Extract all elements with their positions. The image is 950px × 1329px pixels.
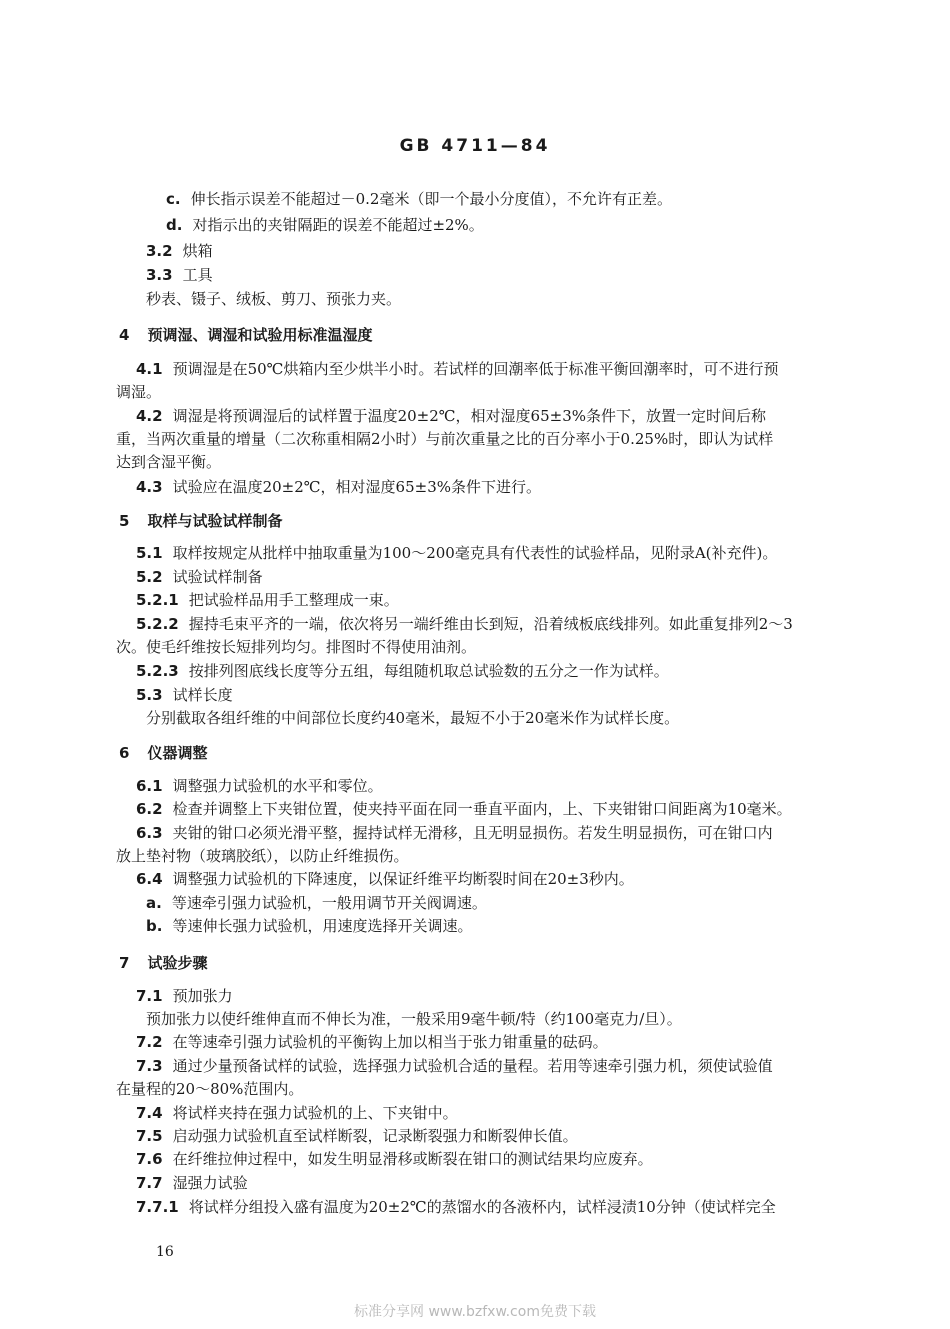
clause-text: 试验应在温度20±2℃，相对湿度65±3%条件下进行。 (172, 478, 542, 496)
clause-text: 工具 (182, 266, 213, 284)
watermark: 标准分享网 www.bzfxw.com免费下载 (354, 1304, 596, 1320)
text-line (146, 264, 213, 286)
clause-text: 试验试样制备 (172, 568, 263, 586)
text-line (136, 660, 669, 682)
clause-text: 等速伸长强力试验机，用速度选择开关调速。 (172, 917, 473, 935)
text-line (136, 775, 383, 797)
clause-text: 预调湿、调湿和试验用标准温湿度 (147, 326, 373, 344)
clause-text: 调湿。 (116, 383, 162, 401)
text-line (136, 1196, 776, 1218)
text-line (146, 240, 213, 262)
clause-number: 6.2 (136, 800, 163, 818)
clause-number: 7.5 (136, 1127, 163, 1145)
clause-text: 调整强力试验机的下降速度，以保证纤维平均断裂时间在20±3秒内。 (172, 870, 634, 888)
text-line (136, 542, 777, 564)
text-line (136, 1125, 578, 1147)
clause-number: 3.3 (146, 266, 173, 284)
clause-number: 5.3 (136, 686, 163, 704)
text-line (116, 845, 409, 867)
text-line (136, 822, 773, 844)
text-line (136, 613, 793, 635)
text-line (136, 1148, 653, 1170)
section-heading (119, 952, 207, 974)
clause-text: 仪器调整 (147, 744, 208, 762)
text-line (136, 566, 263, 588)
clause-text: 预加张力以使纤维伸直而不伸长为准，一般采用9毫牛顿/特（约100毫克力/旦）。 (146, 1010, 682, 1028)
clause-text: 取样与试验试样制备 (147, 512, 283, 530)
clause-text: 按排列图底线长度等分五组，每组随机取总试验数的五分之一作为试样。 (188, 662, 669, 680)
text-line (146, 892, 487, 914)
clause-number: d. (166, 216, 183, 234)
text-line (136, 476, 541, 498)
clause-text: 试验步骤 (147, 954, 208, 972)
clause-text: 在量程的20～80%范围内。 (116, 1080, 304, 1098)
clause-number: 6.4 (136, 870, 163, 888)
clause-text: 将试样分组投入盛有温度为20±2℃的蒸馏水的各液杯内，试样浸渍10分钟（使试样完全 (188, 1198, 776, 1216)
clause-text: 把试验样品用手工整理成一束。 (188, 591, 399, 609)
clause-text: 调整强力试验机的水平和零位。 (172, 777, 383, 795)
text-line (136, 1031, 608, 1053)
clause-text: 试样长度 (172, 686, 233, 704)
section-heading (119, 510, 282, 532)
clause-text: 调湿是将预调湿后的试样置于温度20±2℃，相对湿度65±3%条件下，放置一定时间后称 (172, 407, 767, 425)
clause-number: 7.6 (136, 1150, 163, 1168)
clause-number: 4 (119, 326, 130, 344)
clause-number: 4.3 (136, 478, 163, 496)
clause-number: b. (146, 917, 163, 935)
text-line (146, 915, 472, 937)
clause-text: 伸长指示误差不能超过－0.2毫米（即一个最小分度值），不允许有正差。 (190, 190, 672, 208)
clause-number: 7.4 (136, 1104, 163, 1122)
text-line (136, 589, 399, 611)
clause-text: 取样按规定从批样中抽取重量为100～200毫克具有代表性的试验样品，见附录A(补充件)。 (172, 544, 778, 562)
clause-number: 5.2.3 (136, 662, 179, 680)
section-heading (119, 742, 207, 764)
text-line (116, 381, 161, 403)
clause-text: 等速牵引强力试验机，一般用调节开关阀调速。 (171, 894, 487, 912)
clause-number: 6 (119, 744, 130, 762)
clause-text: 在纤维拉伸过程中，如发生明显滑移或断裂在钳口的测试结果均应废弃。 (172, 1150, 653, 1168)
clause-text: 通过少量预备试样的试验，选择强力试验机合适的量程。若用等速牵引强力机，须使试验值 (172, 1057, 773, 1075)
clause-text: 预加张力 (172, 987, 233, 1005)
clause-text: 检查并调整上下夹钳位置，使夹持平面在同一垂直平面内，上、下夹钳钳口间距离为10毫米。 (172, 800, 792, 818)
clause-number: 7 (119, 954, 130, 972)
text-line (136, 1055, 773, 1077)
clause-number: 7.7 (136, 1174, 163, 1192)
clause-text: 次。使毛纤维按长短排列均匀。排图时不得使用油剂。 (116, 638, 477, 656)
clause-number: 5.2.2 (136, 615, 179, 633)
clause-text: 分别截取各组纤维的中间部位长度约40毫米，最短不小于20毫米作为试样长度。 (146, 709, 680, 727)
clause-text: 对指示出的夹钳隔距的误差不能超过±2%。 (192, 216, 484, 234)
text-line (136, 405, 766, 427)
clause-number: 5 (119, 512, 130, 530)
text-line (136, 798, 792, 820)
page-number: 16 (156, 1244, 174, 1260)
clause-number: 6.3 (136, 824, 163, 842)
clause-number: 7.7.1 (136, 1198, 179, 1216)
text-line (136, 1172, 248, 1194)
clause-number: 3.2 (146, 242, 173, 260)
clause-number: 5.2.1 (136, 591, 179, 609)
text-line (146, 1008, 682, 1030)
clause-number: 4.1 (136, 360, 163, 378)
text-line (116, 1078, 303, 1100)
text-line (116, 428, 773, 450)
text-line (136, 868, 634, 890)
clause-number: 5.1 (136, 544, 163, 562)
clause-text: 在等速牵引强力试验机的平衡钩上加以相当于张力钳重量的砝码。 (172, 1033, 608, 1051)
text-line (116, 636, 476, 658)
text-line (116, 451, 221, 473)
text-line (166, 214, 484, 236)
text-line (136, 684, 233, 706)
section-heading (119, 324, 372, 346)
clause-text: 放上垫衬物（玻璃胶纸），以防止纤维损伤。 (116, 847, 409, 865)
clause-text: 烘箱 (182, 242, 213, 260)
standard-code-header: GB 4711—84 (399, 136, 551, 156)
clause-number: 5.2 (136, 568, 163, 586)
clause-text: 秒表、镊子、绒板、剪刀、预张力夹。 (146, 290, 402, 308)
clause-text: 握持毛束平齐的一端，依次将另一端纤维由长到短，沿着绒板底线排列。如此重复排列2～3 (188, 615, 793, 633)
text-line (136, 1102, 458, 1124)
clause-text: 重，当两次重量的增量（二次称重相隔2小时）与前次重量之比的百分率小于0.25%时，即认为试样 (116, 430, 774, 448)
clause-number: a. (146, 894, 162, 912)
clause-text: 将试样夹持在强力试验机的上、下夹钳中。 (172, 1104, 458, 1122)
clause-number: 4.2 (136, 407, 163, 425)
text-line (166, 188, 672, 210)
clause-number: c. (166, 190, 181, 208)
clause-number: 7.3 (136, 1057, 163, 1075)
text-line (146, 707, 679, 729)
clause-number: 6.1 (136, 777, 163, 795)
clause-text: 预调湿是在50℃烘箱内至少烘半小时。若试样的回潮率低于标准平衡回潮率时，可不进行预 (172, 360, 779, 378)
clause-text: 湿强力试验 (172, 1174, 248, 1192)
clause-text: 启动强力试验机直至试样断裂，记录断裂强力和断裂伸长值。 (172, 1127, 578, 1145)
text-line (136, 985, 233, 1007)
clause-text: 夹钳的钳口必须光滑平整，握持试样无滑移，且无明显损伤。若发生明显损伤，可在钳口内 (172, 824, 773, 842)
clause-number: 7.1 (136, 987, 163, 1005)
text-line (146, 288, 401, 310)
clause-number: 7.2 (136, 1033, 163, 1051)
text-line (136, 358, 778, 380)
clause-text: 达到含湿平衡。 (116, 453, 222, 471)
